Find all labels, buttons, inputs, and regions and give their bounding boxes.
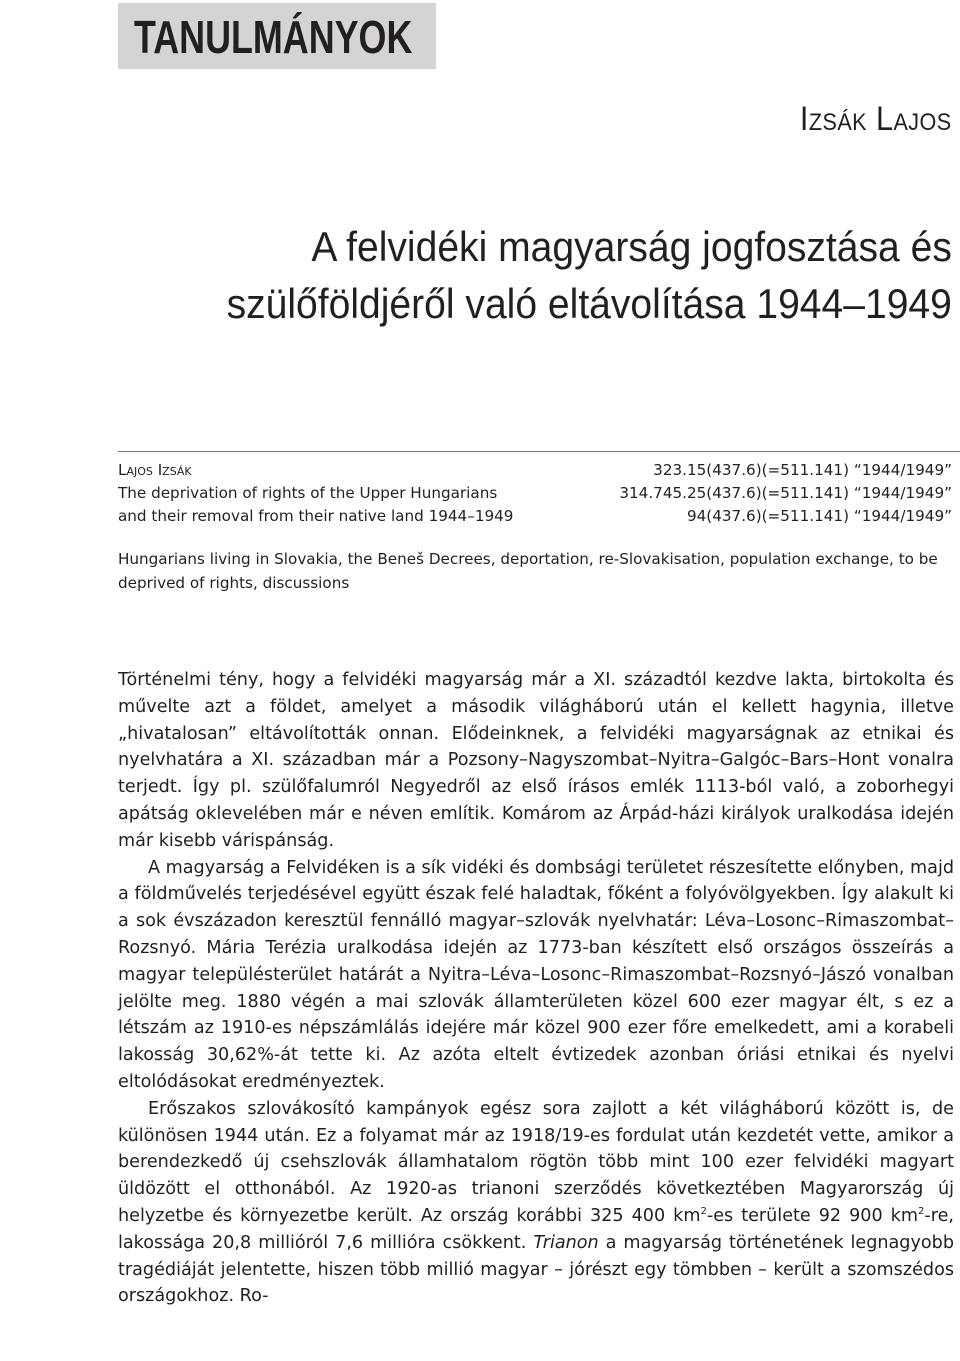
english-title-line-1: The deprivation of rights of the Upper Hungarians: [118, 484, 498, 502]
author-name: Izsák Lajos: [800, 100, 952, 138]
keywords: Hungarians living in Slovakia, the Beneš Decrees, deportation, re-Slovakisation, population exchange, to be deprived of rights, discussions: [118, 550, 938, 592]
text-run: -re, lakossága 20,8 millióról 7,6 millióra csökkent.: [118, 1205, 954, 1253]
paragraph: [118, 1096, 954, 1310]
italic-term: Trianon: [533, 1232, 599, 1253]
paragraph: A magyarság a Felvidéken is a sík vidéki és dombsági területet részesítette előnyben, majd a földművelés terjedésével együtt észak felé haladtak, főként a folyóvölgyekben. Így alakult ki a sok évszázadon keresztül fennálló magyar–szlovák nyelvhatár: Léva–Losonc–Rimaszombat–Rozsnyó. Mária Terézia uralkodása idején az 1773-ban készített első országos összeírás a magyar településterület határát a Nyitra–Léva–Losonc–Rimaszombat–Rozsnyó–Jászó vonalban jelölte meg. 1880 végén a mai szlovák államterületen közel 600 ezer magyar élt, s ez a létszám az 1910-es népszámlálás idejére már közel 900 ezer főre emelkedett, ami a korabeli lakosság 30,62%-át tette ki. Az azóta eltelt évtizedek azonban óriási etnikai és nyelvi eltolódásokat eredményeztek.: [118, 857, 955, 1092]
udc-codes: [619, 459, 952, 528]
english-abstract-header: [118, 459, 513, 528]
english-title-line-2: and their removal from their native land 1944–1949: [118, 507, 514, 525]
author-name-english: Lajos Izsák: [118, 461, 192, 479]
title-line-1: A felvidéki magyarság jogfosztása és: [311, 223, 952, 270]
udc-code: 94(437.6)(=511.141) “1944/1949”: [686, 507, 952, 525]
article-title: [227, 218, 952, 332]
superscript: 2: [918, 1206, 925, 1218]
divider-rule: [118, 451, 960, 452]
article-body: [118, 667, 954, 1310]
text-run: -es területe 92 900 km: [706, 1205, 918, 1226]
text-run: Erőszakos szlovákosító kampányok egész sora zajlott a két világháború között is, de különösen 1944 után. Ez a folyamat már az 1918/19-es fordulat után kezdetét vette, amikor a berendezkedő új csehszlovák államhatalom rögtön több mint 100 ezer felvidéki magyart üldözött el otthonából. Az 1920-as trianoni szerződés következtében Magyarország új helyzetbe és környezetbe került. Az ország korábbi 325 400 km: [118, 1098, 954, 1226]
udc-code: 323.15(437.6)(=511.141) “1944/1949”: [653, 461, 952, 479]
title-line-2: szülőföldjéről való eltávolítása 1944–1949: [226, 280, 952, 327]
section-label: TANULMÁNYOK: [134, 11, 413, 63]
text-run: a magyarság történetének legnagyobb tragédiáját jelentette, hiszen több millió magyar – jórészt egy tömbben – került a szomszédos országokhoz. Ro-: [118, 1232, 954, 1307]
udc-code: 314.745.25(437.6)(=511.141) “1944/1949”: [619, 484, 952, 502]
section-label-box: [118, 3, 436, 69]
superscript: 2: [700, 1206, 707, 1218]
paragraph: Történelmi tény, hogy a felvidéki magyarság már a XI. századtól kezdve lakta, birtokolta és művelte azt a földet, amelyet a második világháború után el kellett hagynia, illetve „hivatalosan” eltávolították onnan. Elődeinknek, a felvidéki magyarságnak az etnikai és nyelvhatára a XI. században már a Pozsony–Nagyszombat–Nyitra–Galgóc–Bars–Hont vonalra terjedt. Így pl. szülőfalumról Negyedről az első írásos emlék 1113-ból való, a zoborhegyi apátság oklevelében már e néven említik. Komárom az Árpád-házi királyok uralkodása idején már kisebb várispánság.: [118, 670, 954, 851]
